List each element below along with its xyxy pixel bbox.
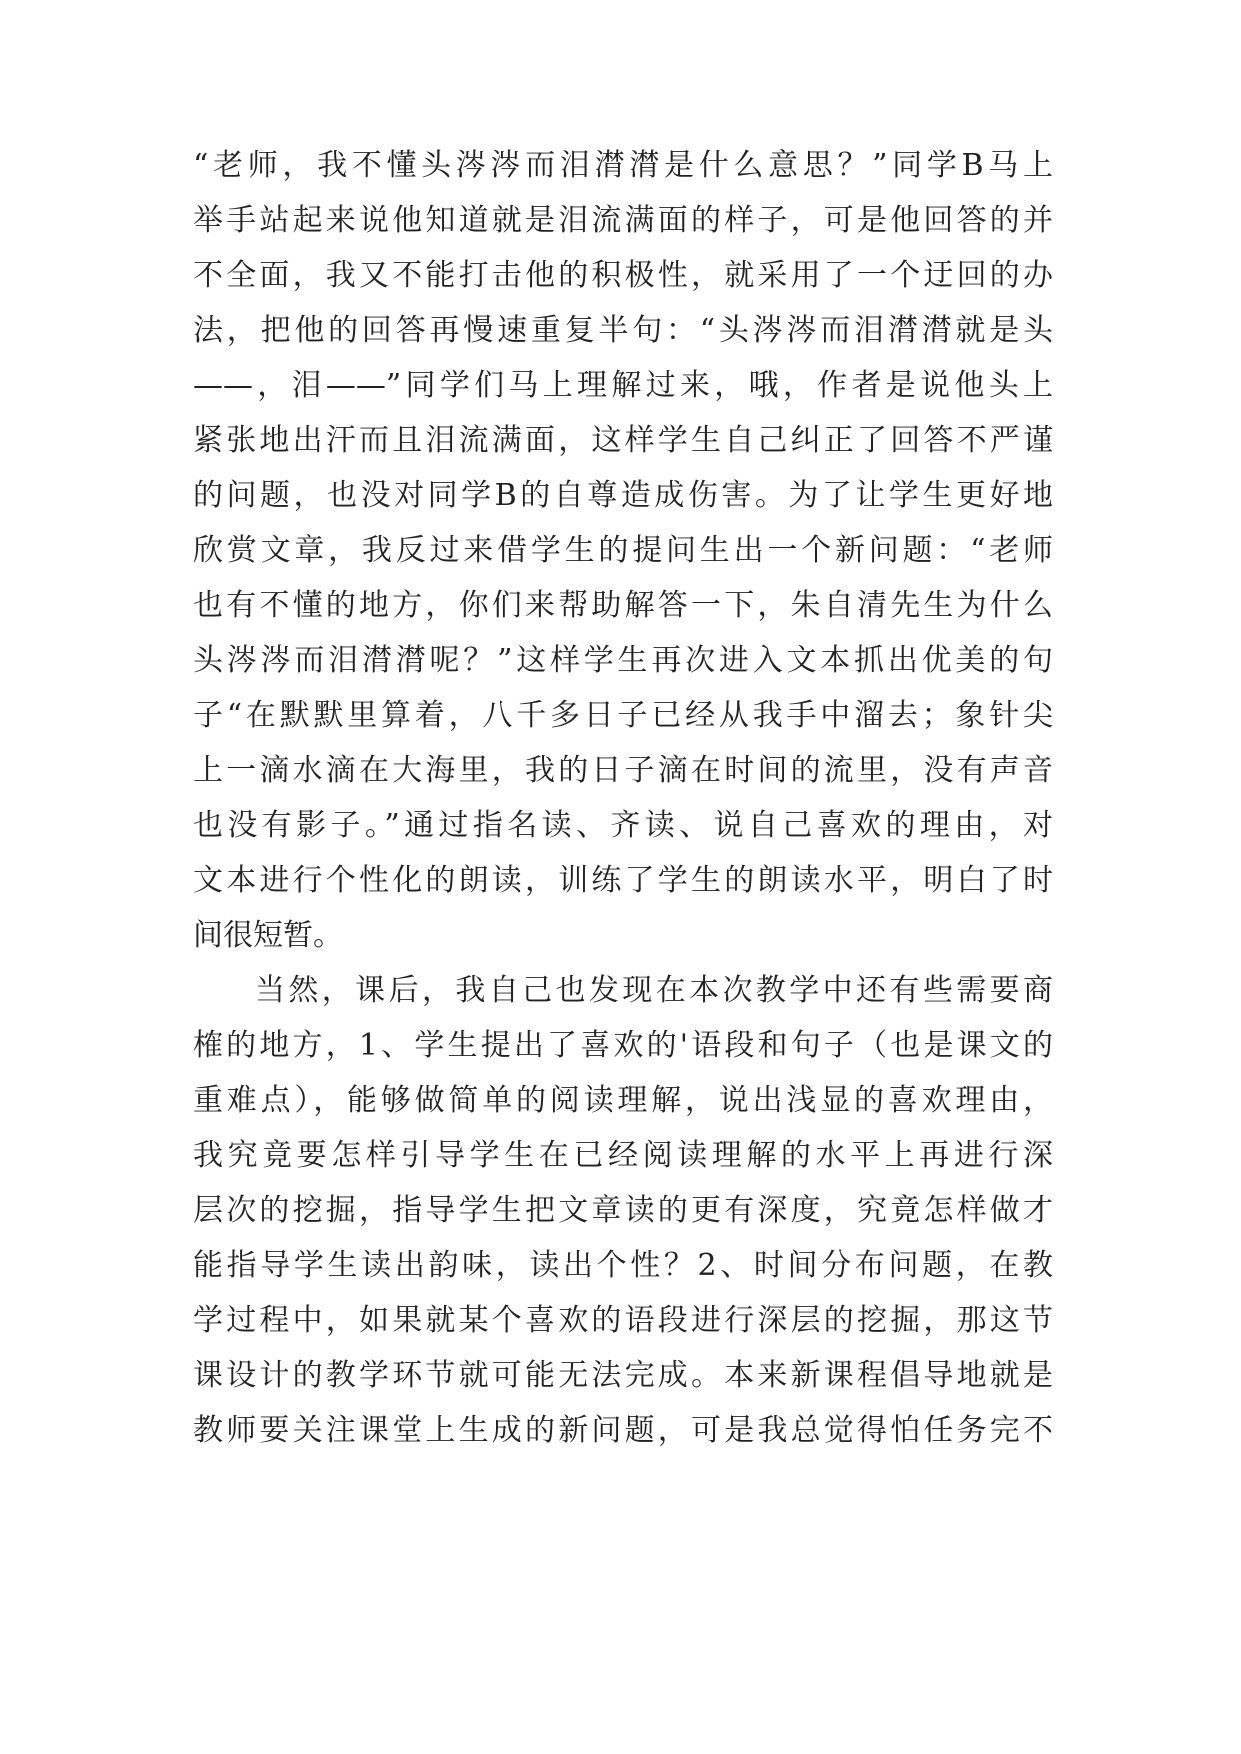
paragraph-1-line-3: 不全面，我又不能打击他的积极性，就采用了一个迂回的办 [193, 258, 1053, 293]
paragraph-1-line-1: “老师，我不懂头涔涔而泪潸潸是什么意思？”同学B马上 [193, 148, 1053, 183]
paragraph-1-line-7: 的问题，也没对同学B的自尊造成伤害。为了让学生更好地 [193, 478, 1053, 513]
paragraph-1-line-12: 上一滴水滴在大海里，我的日子滴在时间的流里，没有声音 [193, 753, 1053, 788]
paragraph-1-line-9: 也有不懂的地方，你们来帮助解答一下，朱自清先生为什么 [193, 588, 1053, 623]
paragraph-1-line-2: 举手站起来说他知道就是泪流满面的样子，可是他回答的并 [193, 203, 1053, 238]
paragraph-2-line-5: 层次的挖掘，指导学生把文章读的更有深度，究竟怎样做才 [193, 1193, 1053, 1228]
paragraph-1-line-4: 法，把他的回答再慢速重复半句：“头涔涔而泪潸潸就是头 [193, 313, 1053, 348]
paragraph-1-line-15: 间很短暂。 [193, 918, 343, 953]
paragraph-2-line-7: 学过程中，如果就某个喜欢的语段进行深层的挖掘，那这节 [193, 1303, 1053, 1338]
paragraph-2-line-9: 教师要关注课堂上生成的新问题，可是我总觉得怕任务完不 [193, 1413, 1053, 1448]
paragraph-1-line-5: ——，泪——”同学们马上理解过来，哦，作者是说他头上 [193, 368, 1053, 403]
paragraph-2-line-8: 课设计的教学环节就可能无法完成。本来新课程倡导地就是 [193, 1358, 1053, 1393]
paragraph-2-line-3: 重难点），能够做简单的阅读理解，说出浅显的喜欢理由， [193, 1083, 1053, 1118]
paragraph-2-line-4: 我究竟要怎样引导学生在已经阅读理解的水平上再进行深 [193, 1138, 1053, 1173]
paragraph-2-line-2: 榷的地方，1、学生提出了喜欢的'语段和句子（也是课文的 [193, 1028, 1053, 1063]
paragraph-2-line-1: 当然，课后，我自己也发现在本次教学中还有些需要商 [255, 973, 1053, 1008]
paragraph-1-line-6: 紧张地出汗而且泪流满面，这样学生自己纠正了回答不严谨 [193, 423, 1053, 458]
paragraph-1-line-8: 欣赏文章，我反过来借学生的提问生出一个新问题：“老师 [193, 533, 1053, 568]
paragraph-2-line-6: 能指导学生读出韵味，读出个性？2、时间分布问题，在教 [193, 1248, 1053, 1283]
paragraph-1-line-13: 也没有影子。”通过指名读、齐读、说自己喜欢的理由，对 [193, 808, 1053, 843]
paragraph-1-line-11: 子“在默默里算着，八千多日子已经从我手中溜去；象针尖 [193, 698, 1053, 733]
paragraph-1-line-14: 文本进行个性化的朗读，训练了学生的朗读水平，明白了时 [193, 863, 1053, 898]
paragraph-1-line-10: 头涔涔而泪潸潸呢？”这样学生再次进入文本抓出优美的句 [193, 643, 1053, 678]
